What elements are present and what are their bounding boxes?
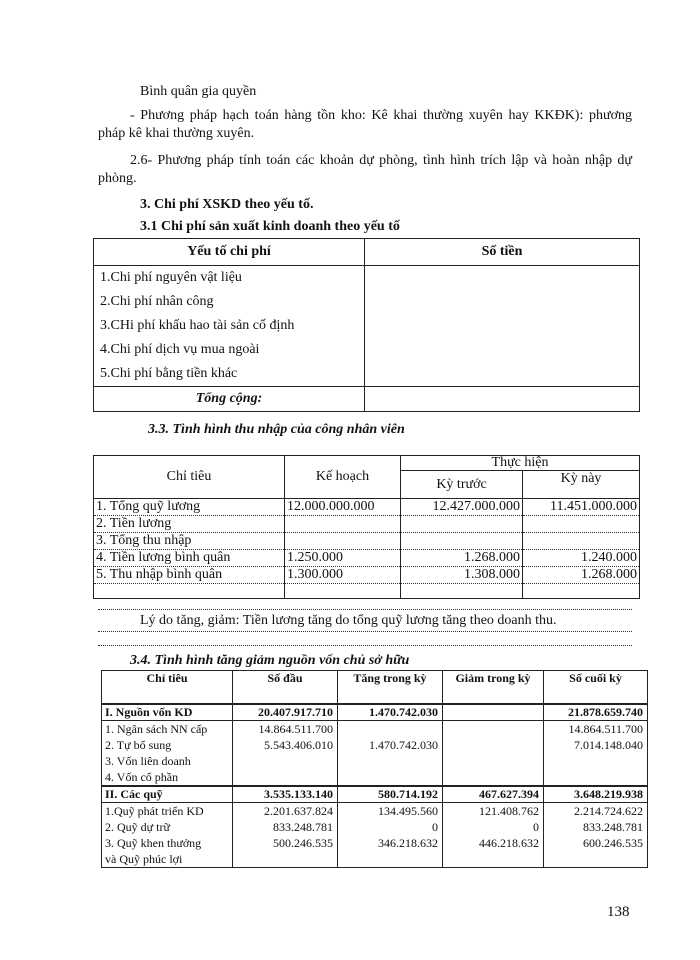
heading-3-4: 3.4. Tình hình tăng giảm nguồn vốn chủ sở hữu [130, 653, 410, 668]
dotted-divider [98, 645, 632, 646]
table3-h-sodau: Số đầu [233, 671, 338, 705]
table2-h-thuchien: Thực hiện [401, 456, 640, 471]
table1-row: 1.Chi phí nguyên vật liệu [94, 266, 365, 291]
table2-h-kytruoc: Kỳ trước [401, 471, 523, 499]
table1-amount-cell [365, 266, 640, 387]
table2-label: 4. Tiền lương bình quân [94, 550, 285, 567]
table2-h-kehoach: Kế hoạch [285, 456, 401, 499]
table2-plan: 1.300.000 [285, 567, 401, 584]
table3-group2-giam-items: 121.408.762 0 446.218.632 [443, 803, 544, 868]
table3-h-giam: Giảm trong kỳ [443, 671, 544, 705]
table3-group1-dau: 20.407.917.710 [233, 704, 338, 721]
table3-group1-giam-items [443, 721, 544, 787]
table3-group1-cuoi-items: 14.864.511.700 7.014.148.040 [544, 721, 648, 787]
table3-h-chitieu: Chỉ tiêu [102, 671, 233, 705]
table2-cur: 11.451.000.000 [523, 499, 640, 516]
table3-group2-cuoi-items: 2.214.724.622 833.248.781 600.246.535 [544, 803, 648, 868]
cost-factor-table [93, 238, 640, 412]
reason-text: Lý do tăng, giảm: Tiền lương tăng do tổng quỹ lương tăng theo doanh thu. [140, 613, 557, 628]
table1-col-amount: Số tiền [365, 239, 640, 266]
table2-prev: 12.427.000.000 [401, 499, 523, 516]
table3-group2-items: 1.Quỹ phát triển KD 2. Quỹ dự trữ 3. Quỹ khen thưởng và Quỹ phúc lợi [102, 803, 233, 868]
table3-group2-dau-items: 2.201.637.824 833.248.781 500.246.535 [233, 803, 338, 868]
table3-group1-tang: 1.470.742.030 [338, 704, 443, 721]
table2-cur: 1.240.000 [523, 550, 640, 567]
table2-plan: 1.250.000 [285, 550, 401, 567]
table3-group2-giam: 467.627.394 [443, 786, 544, 803]
table3-group1-label: I. Nguồn vốn KD [102, 704, 233, 721]
table3-group2-tang-items: 134.495.560 0 346.218.632 [338, 803, 443, 868]
heading-3: 3. Chi phí XSKD theo yếu tố. [140, 197, 314, 212]
table2-label: 2. Tiền lương [94, 516, 285, 533]
table1-row: 3.CHi phí khấu hao tài sản cố định [94, 314, 365, 338]
table2-label: 1. Tổng quỹ lương [94, 499, 285, 516]
heading-3-1: 3.1 Chi phí sản xuất kinh doanh theo yếu tố [140, 219, 400, 234]
table3-group2-tang: 580.714.192 [338, 786, 443, 803]
table3-h-tang: Tăng trong kỳ [338, 671, 443, 705]
page-number: 138 [607, 904, 630, 920]
table2-h-kynay: Kỳ này [523, 471, 640, 499]
table3-h-socuoi: Số cuối kỳ [544, 671, 648, 705]
income-table [93, 455, 640, 599]
table2-plan: 12.000.000.000 [285, 499, 401, 516]
table1-total-label: Tổng cộng: [94, 387, 365, 412]
table3-group2-dau: 3.535.133.140 [233, 786, 338, 803]
table2-prev: 1.308.000 [401, 567, 523, 584]
table1-row: 5.Chi phí bằng tiền khác [94, 362, 365, 387]
table2-cur [523, 533, 640, 550]
table3-group1-dau-items: 14.864.511.700 5.543.406.010 [233, 721, 338, 787]
table2-h-chitieu: Chỉ tiêu [94, 456, 285, 499]
table1-col-factor: Yếu tố chi phí [94, 239, 365, 266]
paragraph-provision: 2.6- Phương pháp tính toán các khoản dự phòng, tình hình trích lập và hoàn nhập dự phòng. [98, 153, 632, 186]
table2-prev [401, 533, 523, 550]
table2-plan [285, 533, 401, 550]
dotted-divider [98, 609, 632, 610]
table3-group2-label: II. Các quỹ [102, 786, 233, 803]
table3-group1-giam [443, 704, 544, 721]
paragraph-method: Bình quân gia quyền [140, 84, 257, 99]
table2-plan [285, 516, 401, 533]
table2-cur [523, 516, 640, 533]
table3-group2-cuoi: 3.648.219.938 [544, 786, 648, 803]
table2-label: 3. Tổng thu nhập [94, 533, 285, 550]
table1-total-amount [365, 387, 640, 412]
paragraph-inventory: - Phương pháp hạch toán hàng tồn kho: Kê khai thường xuyên hay KKĐK): phương pháp kê khai thường xuyên. [98, 108, 632, 141]
table3-group1-cuoi: 21.878.659.740 [544, 704, 648, 721]
heading-3-3: 3.3. Tình hình thu nhập của công nhân viên [148, 422, 405, 437]
table2-cur: 1.268.000 [523, 567, 640, 584]
dotted-divider [98, 631, 632, 632]
table3-group1-items: 1. Ngân sách NN cấp 2. Tự bổ sung 3. Vốn liên doanh 4. Vốn cổ phần [102, 721, 233, 787]
table2-prev: 1.268.000 [401, 550, 523, 567]
table1-row: 4.Chi phí dịch vụ mua ngoài [94, 338, 365, 362]
table2-prev [401, 516, 523, 533]
table1-row: 2.Chi phí nhân công [94, 290, 365, 314]
equity-table [101, 670, 648, 868]
table2-label: 5. Thu nhập bình quân [94, 567, 285, 584]
table3-group1-tang-items: 1.470.742.030 [338, 721, 443, 787]
